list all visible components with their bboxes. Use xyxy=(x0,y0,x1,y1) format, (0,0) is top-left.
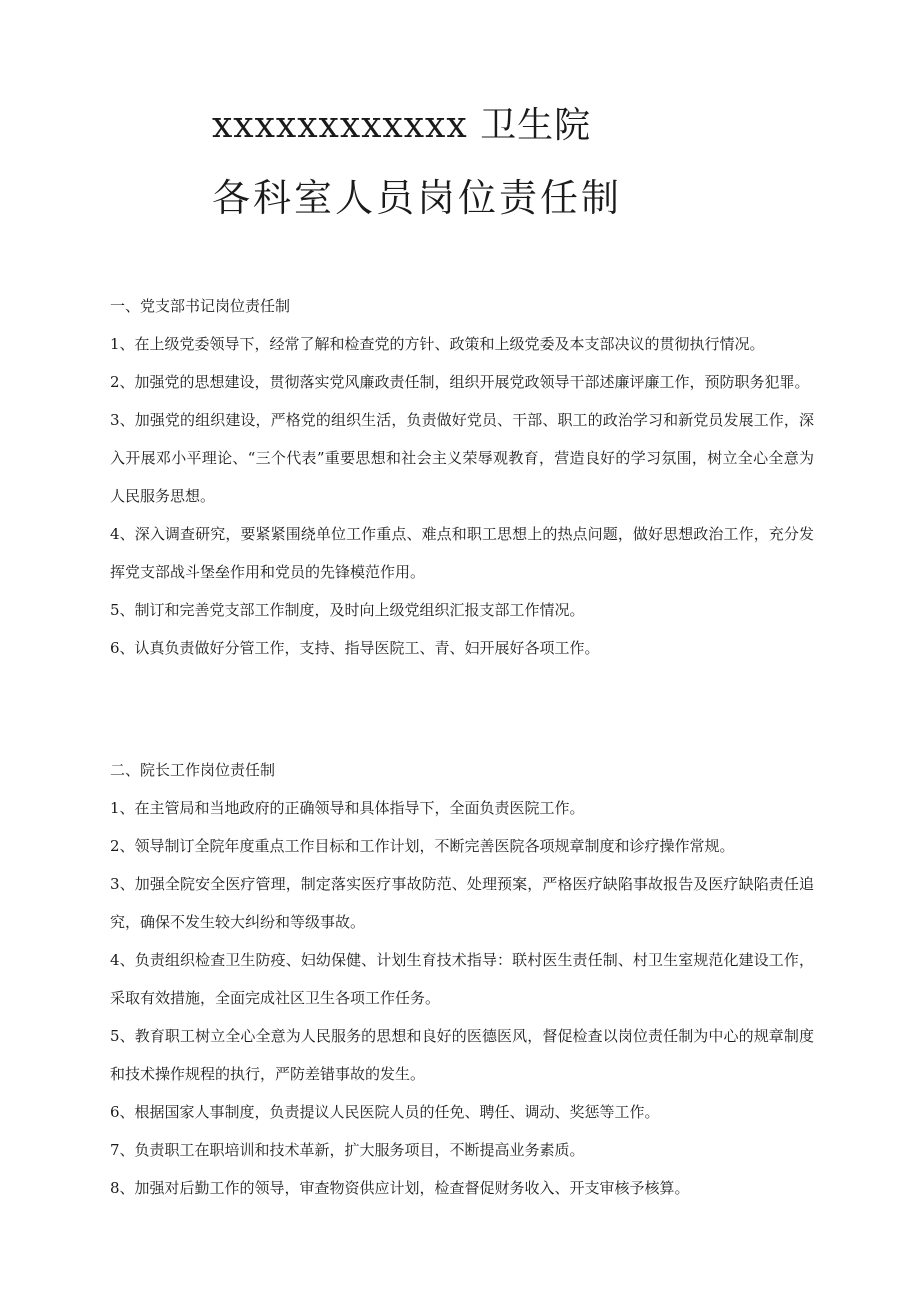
section-item: 8、加强对后勤工作的领导，审查物资供应计划，检查督促财务收入、开支审核予核算。 xyxy=(110,1179,690,1197)
section-item: 4、深入调查研究，要紧紧围绕单位工作重点、难点和职工思想上的热点问题，做好思想政治工作，充分发挥党支部战斗堡垒作用和党员的先锋模范作用。 xyxy=(110,525,814,581)
document-title-line1: xxxxxxxxxxxx 卫生院 xyxy=(212,105,592,146)
section-item: 5、教育职工树立全心全意为人民服务的思想和良好的医德医风，督促检查以岗位责任制为中心的规章制度和技术操作规程的执行，严防差错事故的发生。 xyxy=(110,1027,814,1083)
section-party-secretary xyxy=(110,287,814,667)
section-item: 6、认真负责做好分管工作，支持、指导医院工、青、妇开展好各项工作。 xyxy=(110,639,600,657)
section-item: 5、制订和完善党支部工作制度，及时向上级党组织汇报支部工作情况。 xyxy=(110,601,585,619)
section-item: 3、加强全院安全医疗管理，制定落实医疗事故防范、处理预案，严格医疗缺陷事故报告及医疗缺陷责任追究，确保不发生较大纠纷和等级事故。 xyxy=(110,875,814,931)
section-heading: 二、院长工作岗位责任制 xyxy=(110,761,276,779)
section-item: 1、在主管局和当地政府的正确领导和具体指导下，全面负责医院工作。 xyxy=(110,799,585,817)
section-item: 4、负责组织检查卫生防疫、妇幼保健、计划生育技术指导：联村医生责任制、村卫生室规范化建设工作，采取有效措施，全面完成社区卫生各项工作任务。 xyxy=(110,951,814,1007)
section-item: 7、负责职工在职培训和技术革新，扩大服务项目，不断提高业务素质。 xyxy=(110,1141,585,1159)
document-title-line2: 各科室人员岗位责任制 xyxy=(212,176,623,220)
section-item: 1、在上级党委领导下，经常了解和检查党的方针、政策和上级党委及本支部决议的贯彻执行情况。 xyxy=(110,335,765,353)
section-item: 6、根据国家人事制度，负责提议人民医院人员的任免、聘任、调动、奖惩等工作。 xyxy=(110,1103,660,1121)
section-director xyxy=(110,751,814,1207)
section-item: 2、领导制订全院年度重点工作目标和工作计划，不断完善医院各项规章制度和诊疗操作常规。 xyxy=(110,837,735,855)
section-item: 3、加强党的组织建设，严格党的组织生活，负责做好党员、干部、职工的政治学习和新党员发展工作，深入开展邓小平理论、“三个代表”重要思想和社会主义荣辱观教育，营造良好的学习氛围，树立全心全意为人民服务思想。 xyxy=(110,411,814,505)
section-item: 2、加强党的思想建设，贯彻落实党风廉政责任制，组织开展党政领导干部述廉评廉工作，预防职务犯罪。 xyxy=(110,373,810,391)
section-heading: 一、党支部书记岗位责任制 xyxy=(110,297,291,315)
